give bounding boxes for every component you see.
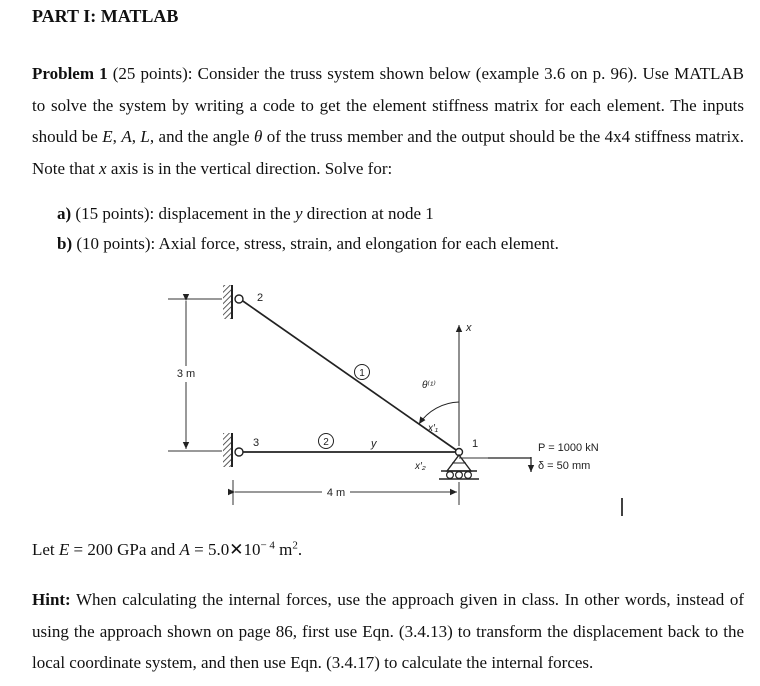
element-1-label: 1 [359,368,365,379]
element-1-member [240,299,459,452]
var-theta: θ [253,127,263,146]
given-unit: m [274,540,293,559]
x-axis-label: x [466,322,472,334]
var-x: x [99,158,107,178]
item-a-text-1: (15 points): displacement in the [71,204,295,223]
local-x2-label: x′₂ [415,461,426,472]
problem-text-3: of the truss member and the output should be the 4x4 stiffness matrix. Note that [32,127,745,178]
problem-text-4: axis is in the vertical direction. Solve for: [106,158,393,178]
node-2-pin [235,295,243,303]
given-prefix: Let [32,540,59,559]
given-exp: − 4 [260,539,275,552]
local-x1-label: x′₁ [428,423,439,434]
dim-3m-label: 3 m [176,368,196,380]
load-p-label: P = 1000 kN [538,442,599,454]
problem-label: Problem 1 [32,64,108,83]
dim-4m-label: 4 m [326,487,346,499]
wall-support-bottom [223,433,232,467]
node-1-label: 1 [472,438,479,450]
element-2-label: 2 [323,437,329,448]
wall-support-top [223,285,232,319]
problem-text-2: , and the angle [149,127,254,146]
item-b-text-1: (10 points): Axial force, stress, strain, and elongation for each element. [72,234,559,253]
item-a-label: a) [57,204,72,223]
y-axis-label: y [371,438,377,450]
problem-text-1: (25 points): Consider the truss system shown below (example 3.6 on p. 96). Use MATLAB to solve the system by writing a code to get the element stiffness matrix for each element. The inputs should be [32,64,744,146]
given-mid: = 200 GPa and [69,540,180,559]
problem-sep-1: , [112,127,122,146]
node-2-label: 2 [257,292,264,304]
part-title: PART I: MATLAB [32,6,179,26]
delta-label: δ = 50 mm [538,460,591,472]
given-values [32,540,302,560]
var-L: L [140,127,150,146]
given-var-A: A [179,540,190,559]
given-end: . [297,540,303,559]
item-b-label: b) [57,234,73,253]
given-value: = 5.0✕10 [189,540,261,559]
given-unit-exp: 2 [292,539,298,552]
angle-arc [419,402,459,424]
hint-text: When calculating the internal forces, use the approach given in class. In other words, instead of using the approach shown on page 86, first use Eqn. (3.4.13) to transform the displacement back to the local coordinate system, and then use Eqn. (3.4.17) to calculate the internal forces. [32,590,744,672]
var-A: A [121,127,132,146]
node-3-pin [235,448,243,456]
angle-label: θ⁽¹⁾ [422,380,436,391]
roller-support [439,455,479,479]
hint-paragraph [32,584,744,679]
problem-sep-2: , [131,127,141,146]
given-var-E: E [58,540,70,559]
hint-label: Hint: [32,590,71,609]
node-3-label: 3 [253,437,260,449]
item-a-var: y [294,204,303,223]
item-a-text-2: direction at node 1 [302,204,434,223]
var-E: E [102,127,113,146]
